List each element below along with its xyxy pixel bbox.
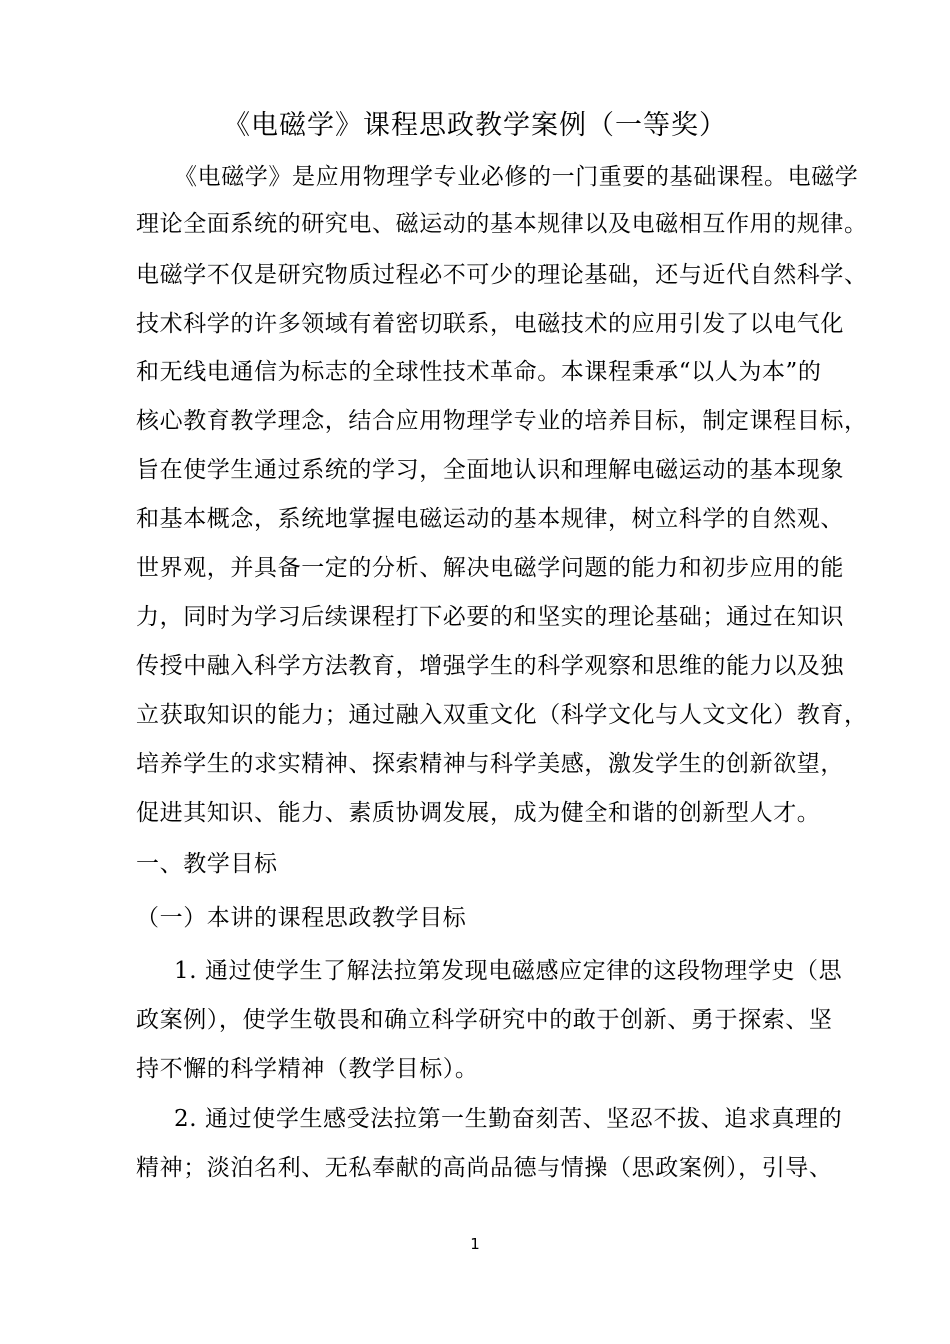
document-title: 《电磁学》课程思政教学案例（一等奖） xyxy=(223,110,727,141)
paragraph-line: 技术科学的许多领域有着密切联系，电磁技术的应用引发了以电气化 xyxy=(136,311,844,337)
list-item-line: 持不懈的科学精神（教学目标）。 xyxy=(136,1056,479,1082)
paragraph-line: 和无线电通信为标志的全球性技术革命。本课程秉承“以人为本”的 xyxy=(136,359,822,385)
list-item-line: 政案例），使学生敬畏和确立科学研究中的敢于创新、勇于探索、坚 xyxy=(136,1007,833,1033)
paragraph-line: 和基本概念，系统地掌握电磁运动的基本规律，树立科学的自然观、 xyxy=(136,506,844,532)
paragraph-line: 培养学生的求实精神、探索精神与科学美感，激发学生的创新欲望， xyxy=(136,751,844,777)
list-item-line: 2. 通过使学生感受法拉第一生勤奋刻苦、坚忍不拔、追求真理的 xyxy=(174,1106,843,1132)
paragraph-line: 世界观，并具备一定的分析、解决电磁学问题的能力和初步应用的能 xyxy=(136,555,844,581)
paragraph-line: 力，同时为学习后续课程打下必要的和坚实的理论基础；通过在知识 xyxy=(136,604,844,630)
list-item-line: 精神；淡泊名利、无私奉献的高尚品德与情操（思政案例），引导、 xyxy=(136,1155,833,1181)
section-heading: 一、教学目标 xyxy=(136,851,278,877)
page-number: 1 xyxy=(470,1235,480,1253)
paragraph-line: 电磁学不仅是研究物质过程必不可少的理论基础，还与近代自然科学、 xyxy=(136,262,868,288)
paragraph-line: 传授中融入科学方法教育，增强学生的科学观察和思维的能力以及独 xyxy=(136,653,844,679)
paragraph-line: 立获取知识的能力；通过融入双重文化（科学文化与人文文化）教育， xyxy=(136,702,868,728)
paragraph-line: 旨在使学生通过系统的学习，全面地认识和理解电磁运动的基本现象 xyxy=(136,457,844,483)
paragraph-line: 理论全面系统的研究电、磁运动的基本规律以及电磁相互作用的规律。 xyxy=(136,211,868,237)
subsection-heading: （一）本讲的课程思政教学目标 xyxy=(136,905,467,931)
paragraph-line: 《电磁学》是应用物理学专业必修的一门重要的基础课程。电磁学 xyxy=(174,164,859,190)
list-item-line: 1. 通过使学生了解法拉第发现电磁感应定律的这段物理学史（思 xyxy=(174,958,843,984)
paragraph-line: 促进其知识、能力、素质协调发展，成为健全和谐的创新型人才。 xyxy=(136,800,821,826)
paragraph-line: 核心教育教学理念，结合应用物理学专业的培养目标，制定课程目标， xyxy=(136,408,868,434)
